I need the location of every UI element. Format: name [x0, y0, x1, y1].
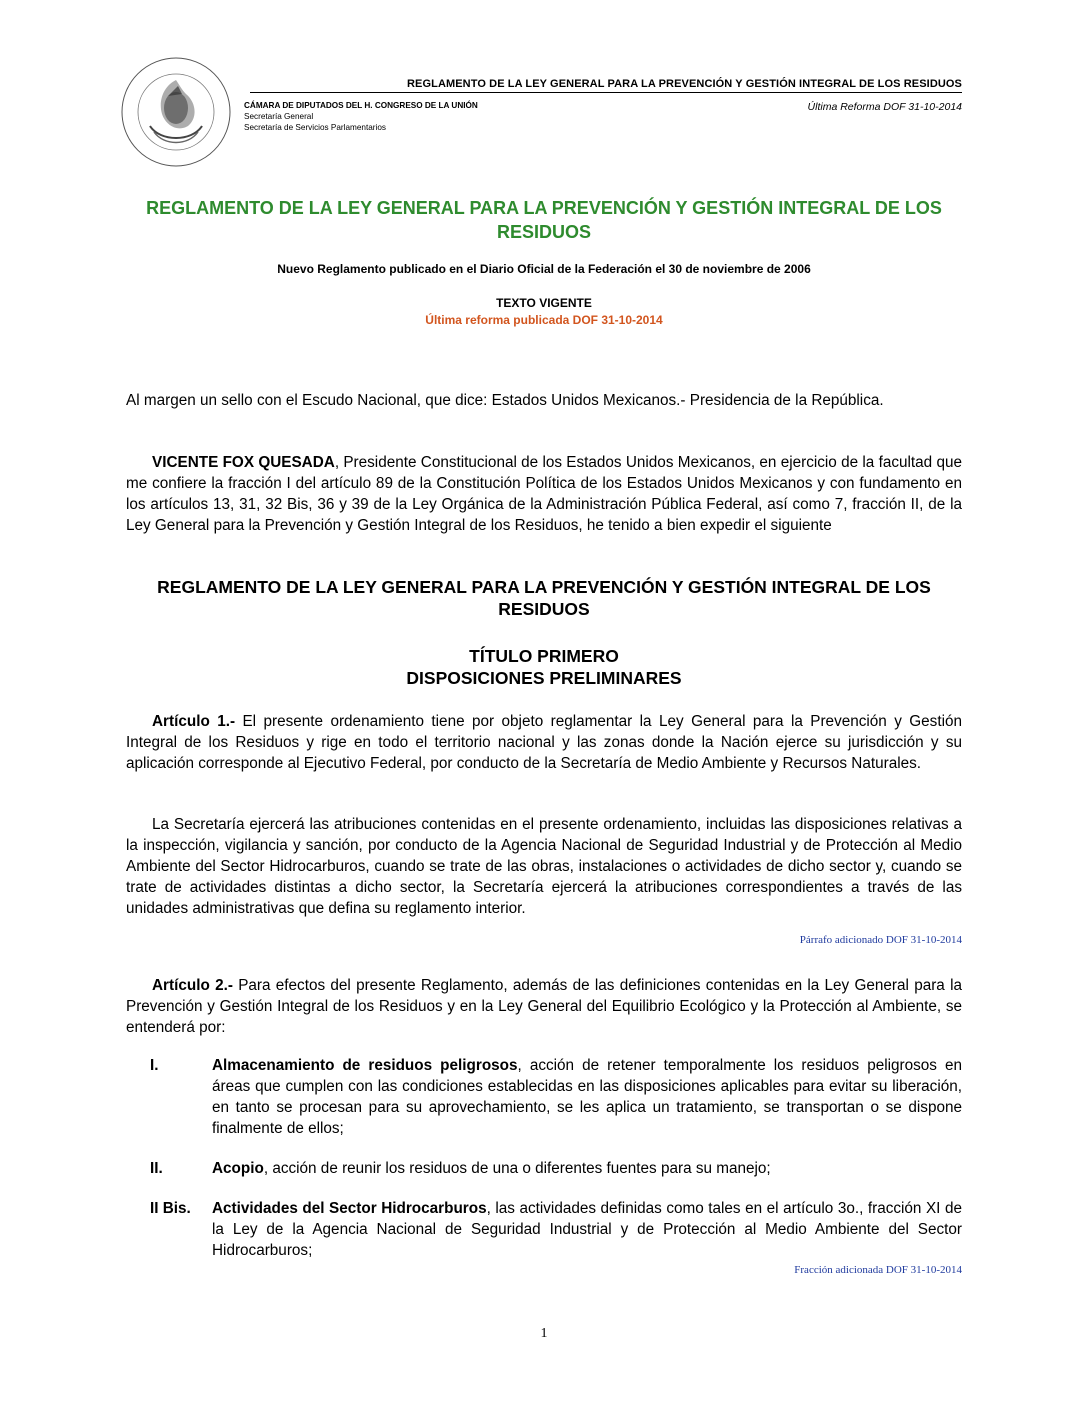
fraction-term: Almacenamiento de residuos peligrosos	[212, 1057, 518, 1074]
publication-note: Nuevo Reglamento publicado en el Diario Oficial de la Federación el 30 de noviembre de 2006	[277, 262, 811, 276]
fraction-item	[150, 1158, 962, 1179]
fraction-definition: , las actividades definidas como tales en el artículo 3o., fracción XI de la Ley de la Agencia Nacional de Seguridad Industrial y de Protección al Medio Ambiente del Sector Hidrocarburos;	[212, 1200, 962, 1259]
fraction-added-note: Fracción adicionada DOF 31-10-2014	[794, 1264, 962, 1276]
article-2	[126, 975, 962, 1038]
title-primero-name: DISPOSICIONES PRELIMINARES	[406, 668, 682, 688]
fraction-definition: , acción de reunir los residuos de una o diferentes fuentes para su manejo;	[263, 1160, 771, 1177]
fraction-text	[212, 1055, 962, 1139]
article-2-text: Para efectos del presente Reglamento, además de las definiciones contenidas en la Ley General para la Prevención y Gestión Integral de los Residuos y en la Ley General del Equilibrio Ecológico y la Protección al Ambiente, se entenderá por:	[126, 977, 962, 1036]
intro-paragraph: Al margen un sello con el Escudo Nacional, que dice: Estados Unidos Mexicanos.- Presidencia de la República.	[126, 392, 884, 409]
last-reform-note: Última reforma publicada DOF 31-10-2014	[425, 313, 663, 327]
paragraph-added-note: Párrafo adicionado DOF 31-10-2014	[799, 934, 962, 946]
president-name: VICENTE FOX QUESADA	[152, 454, 335, 471]
issuing-body	[244, 100, 478, 133]
fraction-text	[212, 1198, 962, 1261]
fraction-term: Acopio	[212, 1160, 264, 1177]
regulation-title: REGLAMENTO DE LA LEY GENERAL PARA LA PREVENCIÓN Y GESTIÓN INTEGRAL DE LOS RESIDUOS	[157, 577, 931, 619]
page-number: 1	[540, 1326, 548, 1341]
document-title: REGLAMENTO DE LA LEY GENERAL PARA LA PREVENCIÓN Y GESTIÓN INTEGRAL DE LOS RESIDUOS	[146, 198, 942, 242]
issuing-body-chamber: CÁMARA DE DIPUTADOS DEL H. CONGRESO DE LA UNIÓN	[244, 101, 478, 110]
article-1-label: Artículo 1.-	[152, 713, 236, 730]
national-seal-logo	[120, 56, 232, 168]
fraction-definition: , acción de retener temporalmente los residuos peligrosos en áreas que cumplen con las condiciones establecidas en las disposiciones aplicables para evitar su liberación, en tanto se procesan para su aprovechamiento, se les aplica un tratamiento, se transportan o se dispone finalmente de ellos;	[212, 1057, 963, 1137]
title-primero-heading: TÍTULO PRIMERO	[469, 646, 619, 666]
issuing-body-secretariat: Secretaría General	[244, 112, 314, 121]
fraction-number: I.	[150, 1057, 159, 1074]
running-header-title: REGLAMENTO DE LA LEY GENERAL PARA LA PREVENCIÓN Y GESTIÓN INTEGRAL DE LOS RESIDUOS	[250, 78, 962, 93]
fraction-number: II Bis.	[150, 1200, 191, 1217]
fraction-item	[150, 1198, 962, 1261]
fraction-number: II.	[150, 1160, 163, 1177]
article-1	[126, 711, 962, 774]
decree-paragraph	[126, 452, 962, 536]
issuing-body-service: Secretaría de Servicios Parlamentarios	[244, 123, 386, 132]
status-label: TEXTO VIGENTE	[496, 296, 592, 310]
article-2-label: Artículo 2.-	[152, 977, 233, 994]
fraction-text	[212, 1158, 962, 1179]
decree-text: , Presidente Constitucional de los Estados Unidos Mexicanos, en ejercicio de la facultad que me confiere la fracción I del artículo 89 de la Constitución Política de los Estados Unidos Mexicanos y con fundamento en los artículos 13, 31, 32 Bis, 36 y 39 de la Ley Orgánica de la Administración Pública Federal, así como 7, fracción II, de la Ley General para la Prevención y Gestión Integral de los Residuos, he tenido a bien expedir el siguiente	[126, 454, 962, 534]
header-last-reform: Última Reforma DOF 31-10-2014	[807, 101, 962, 113]
article-1-paragraph-2: La Secretaría ejercerá las atribuciones contenidas en el presente ordenamiento, incluidas las disposiciones relativas a la inspección, vigilancia y sanción, por conducto de la Agencia Nacional de Seguridad Industrial y de Protección al Medio Ambiente del Sector Hidrocarburos, cuando se trate de las obras, instalaciones o actividades de dicho sector y, cuando se trate de actividades distintas a dicho sector, la Secretaría ejercerá la atribuciones correspondientes a través de las unidades administrativas que defina su reglamento interior.	[126, 816, 962, 917]
article-1-text: El presente ordenamiento tiene por objeto reglamentar la Ley General para la Prevención y Gestión Integral de los Residuos y rige en todo el territorio nacional y las zonas donde la Nación ejerce su jurisdicción y su aplicación corresponde al Ejecutivo Federal, por conducto de la Secretaría de Medio Ambiente y Recursos Naturales.	[126, 713, 962, 772]
fraction-term: Actividades del Sector Hidrocarburos	[212, 1200, 487, 1217]
fraction-item	[150, 1055, 962, 1139]
